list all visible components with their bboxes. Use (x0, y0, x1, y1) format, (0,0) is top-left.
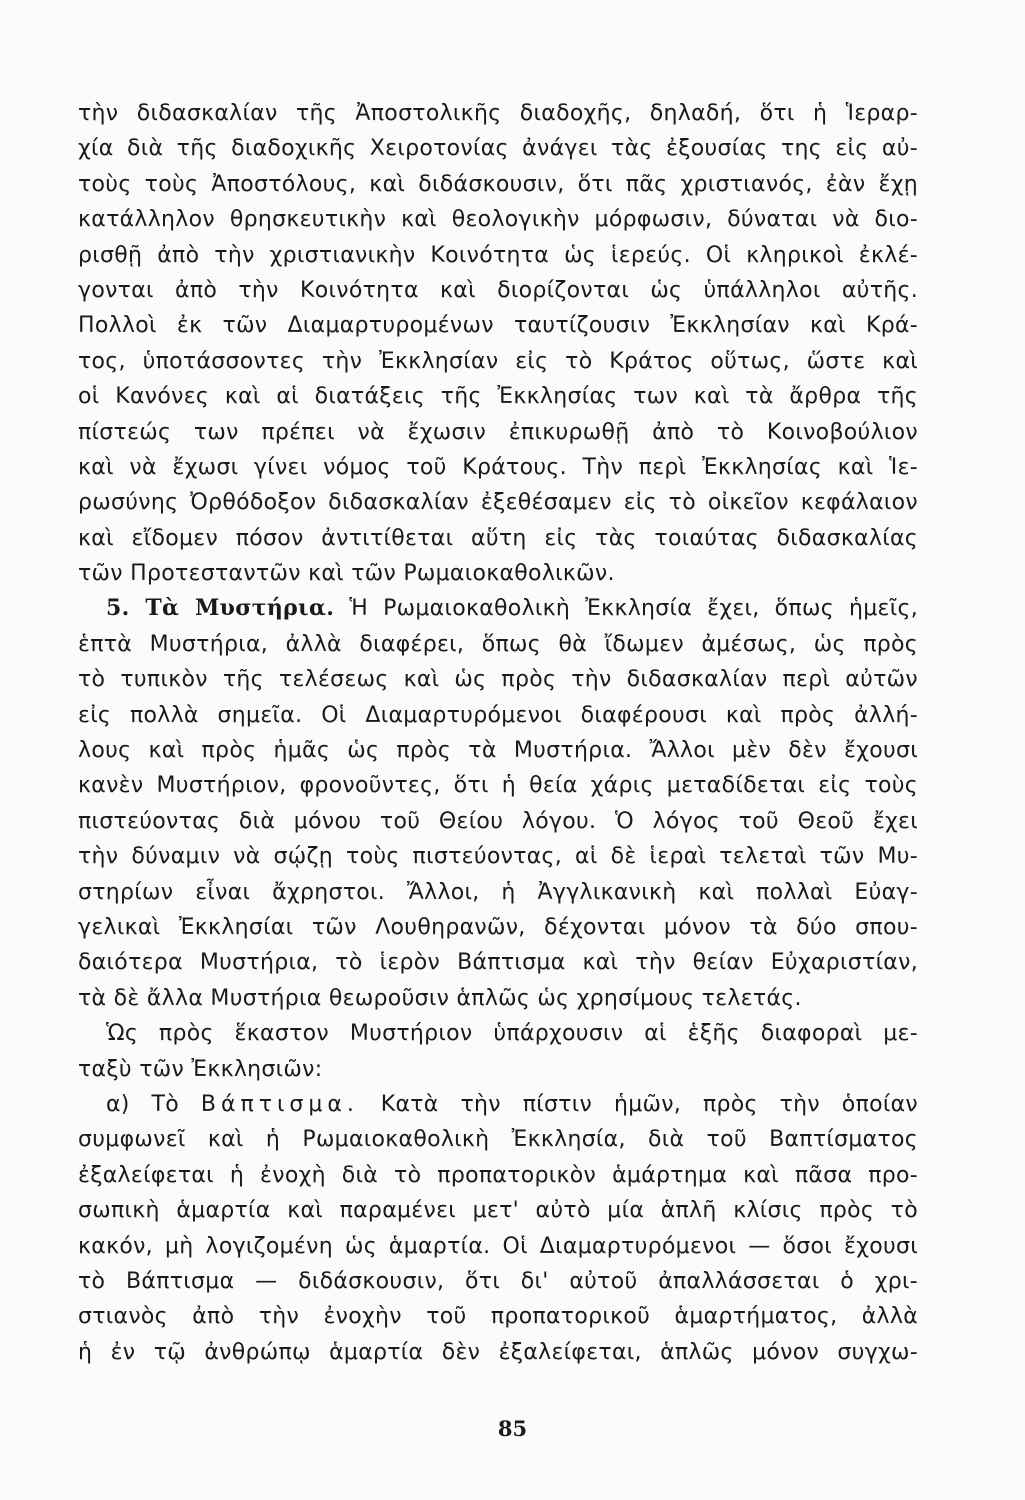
section-5-line-rest: Ἡ Ρωμαιοκαθολικὴ Ἐκκλησία ἔχει, ὅπως ἡμεῖς, (349, 596, 919, 622)
text-line: δαιότερα Μυστήρια, τὸ ἱερὸν Βάπτισμα καὶ τὴν θείαν Εὐχαριστίαν, (78, 950, 918, 976)
text-line: καὶ εἴδομεν πόσον ἀντιτίθεται αὕτη εἰς τὰς τοιαύτας διδασκαλίας (78, 525, 918, 551)
body-text (78, 96, 918, 1370)
text-line: στηρίων εἶναι ἄχρηστοι. Ἄλλοι, ἡ Ἀγγλικανικὴ καὶ πολλαὶ Εὐαγ- (78, 879, 918, 905)
text-line: κατάλληλον θρησκευτικὴν καὶ θεολογικὴν μόρφωσιν, δύναται νὰ διο- (78, 207, 918, 233)
text-line: γονται ἀπὸ τὴν Κοινότητα καὶ διορίζονται ὡς ὑπάλληλοι αὐτῆς. (78, 277, 918, 303)
text-line: τὴν διδασκαλίαν τῆς Ἀποστολικῆς διαδοχῆς, δηλαδή, ὅτι ἡ Ἱεραρ- (78, 101, 918, 126)
text-line: τὸ τυπικὸν τῆς τελέσεως καὶ ὡς πρὸς τὴν διδασκαλίαν περὶ αὐτῶν (78, 667, 918, 693)
section-heading: 5. Τὰ Μυστήρια. (106, 595, 335, 622)
baptism-label: α) Τὸ (106, 1091, 180, 1117)
text-line: ρωσύνης Ὀρθόδοξον διδασκαλίαν ἐξεθέσαμεν εἰς τὸ οἰκεῖον κεφάλαιον (78, 490, 918, 516)
text-line: συμφωνεῖ καὶ ἡ Ρωμαιοκαθολικὴ Ἐκκλησία, διὰ τοῦ Βαπτίσματος (78, 1127, 918, 1153)
text-line: ἡ ἐν τῷ ἀνθρώπῳ ἁμαρτία δὲν ἐξαλείφεται, ἁπλῶς μόνον συγχω- (78, 1339, 918, 1365)
text-line: ἑπτὰ Μυστήρια, ἀλλὰ διαφέρει, ὅπως θὰ ἴδωμεν ἀμέσως, ὡς πρὸς (78, 631, 918, 657)
text-line: εἰς πολλὰ σημεῖα. Οἱ Διαμαρτυρόμενοι διαφέρουσι καὶ πρὸς ἀλλή- (78, 702, 918, 728)
text-line: λους καὶ πρὸς ἡμᾶς ὡς πρὸς τὰ Μυστήρια. Ἄλλοι μὲν δὲν ἔχουσι (78, 738, 918, 764)
text-line: τὴν δύναμιν νὰ σῴζῃ τοὺς πιστεύοντας, αἱ δὲ ἱεραὶ τελεταὶ τῶν Μυ- (78, 844, 918, 870)
section-5-first-line (78, 591, 918, 626)
text-line: Πολλοὶ ἐκ τῶν Διαμαρτυρομένων ταυτίζουσιν Ἐκκλησίαν καὶ Κρά- (78, 313, 918, 339)
text-line: καὶ νὰ ἔχωσι γίνει νόμος τοῦ Κράτους. Τὴν περὶ Ἐκκλησίας καὶ Ἱε- (78, 454, 918, 480)
text-line: σωπικὴ ἁμαρτία καὶ παραμένει μετ' αὐτὸ μία ἁπλῆ κλίσις πρὸς τὸ (78, 1198, 918, 1224)
text-line: πίστεώς των πρέπει νὰ ἔχωσιν ἐπικυρωθῇ ἀπὸ τὸ Κοινοβούλιον (78, 419, 918, 445)
text-line: ταξὺ τῶν Ἐκκλησιῶν: (78, 1056, 323, 1082)
text-line: τὸ Βάπτισμα — διδάσκουσιν, ὅτι δι' αὐτοῦ ἀπαλλάσσεται ὁ χρι- (78, 1268, 918, 1294)
baptism-term: Βάπτισμα. (200, 1091, 359, 1117)
page-number: 85 (497, 1416, 528, 1441)
text-line: πιστεύοντας διὰ μόνου τοῦ Θείου λόγου. Ὁ λόγος τοῦ Θεοῦ ἔχει (78, 808, 918, 834)
text-line: τῶν Προτεσταντῶν καὶ τῶν Ρωμαιοκαθολικῶν. (78, 561, 615, 587)
text-line: τοὺς τοὺς Ἀποστόλους, καὶ διδάσκουσιν, ὅτι πᾶς χριστιανός, ἐὰν ἔχῃ (78, 171, 918, 197)
baptism-first-line (78, 1087, 918, 1122)
text-line: ρισθῇ ἀπὸ τὴν χριστιανικὴν Κοινότητα ὡς ἱερεύς. Οἱ κληρικοὶ ἐκλέ- (78, 242, 918, 268)
text-line: Ὡς πρὸς ἕκαστον Μυστήριον ὑπάρχουσιν αἱ ἑξῆς διαφοραὶ με- (106, 1021, 918, 1047)
text-line: οἱ Κανόνες καὶ αἱ διατάξεις τῆς Ἐκκλησίας των καὶ τὰ ἄρθρα τῆς (78, 384, 918, 410)
text-line: στιανὸς ἀπὸ τὴν ἐνοχὴν τοῦ προπατορικοῦ ἁμαρτήματος, ἀλλὰ (78, 1304, 918, 1330)
text-line: τος, ὑποτάσσοντες τὴν Ἐκκλησίαν εἰς τὸ Κράτος οὕτως, ὥστε καὶ (78, 348, 918, 374)
text-line: κανὲν Μυστήριον, φρονοῦντες, ὅτι ἡ θεία χάρις μεταδίδεται εἰς τοὺς (78, 773, 918, 799)
text-line: γελικαὶ Ἐκκλησίαι τῶν Λουθηρανῶν, δέχονται μόνον τὰ δύο σπου- (78, 914, 918, 940)
baptism-line-rest: Κατὰ τὴν πίστιν ἡμῶν, πρὸς τὴν ὁποίαν (380, 1091, 919, 1117)
text-line: τὰ δὲ ἄλλα Μυστήρια θεωροῦσιν ἁπλῶς ὡς χρησίμους τελετάς. (78, 985, 802, 1011)
text-line: χία διὰ τῆς διαδοχικῆς Χειροτονίας ἀνάγει τὰς ἐξουσίας της εἰς αὐ- (78, 136, 918, 162)
text-line: κακόν, μὴ λογιζομένη ὡς ἁμαρτία. Οἱ Διαμαρτυρόμενοι — ὅσοι ἔχουσι (78, 1233, 918, 1259)
text-line: ἐξαλείφεται ἡ ἐνοχὴ διὰ τὸ προπατορικὸν ἁμάρτημα καὶ πᾶσα προ- (78, 1162, 918, 1188)
